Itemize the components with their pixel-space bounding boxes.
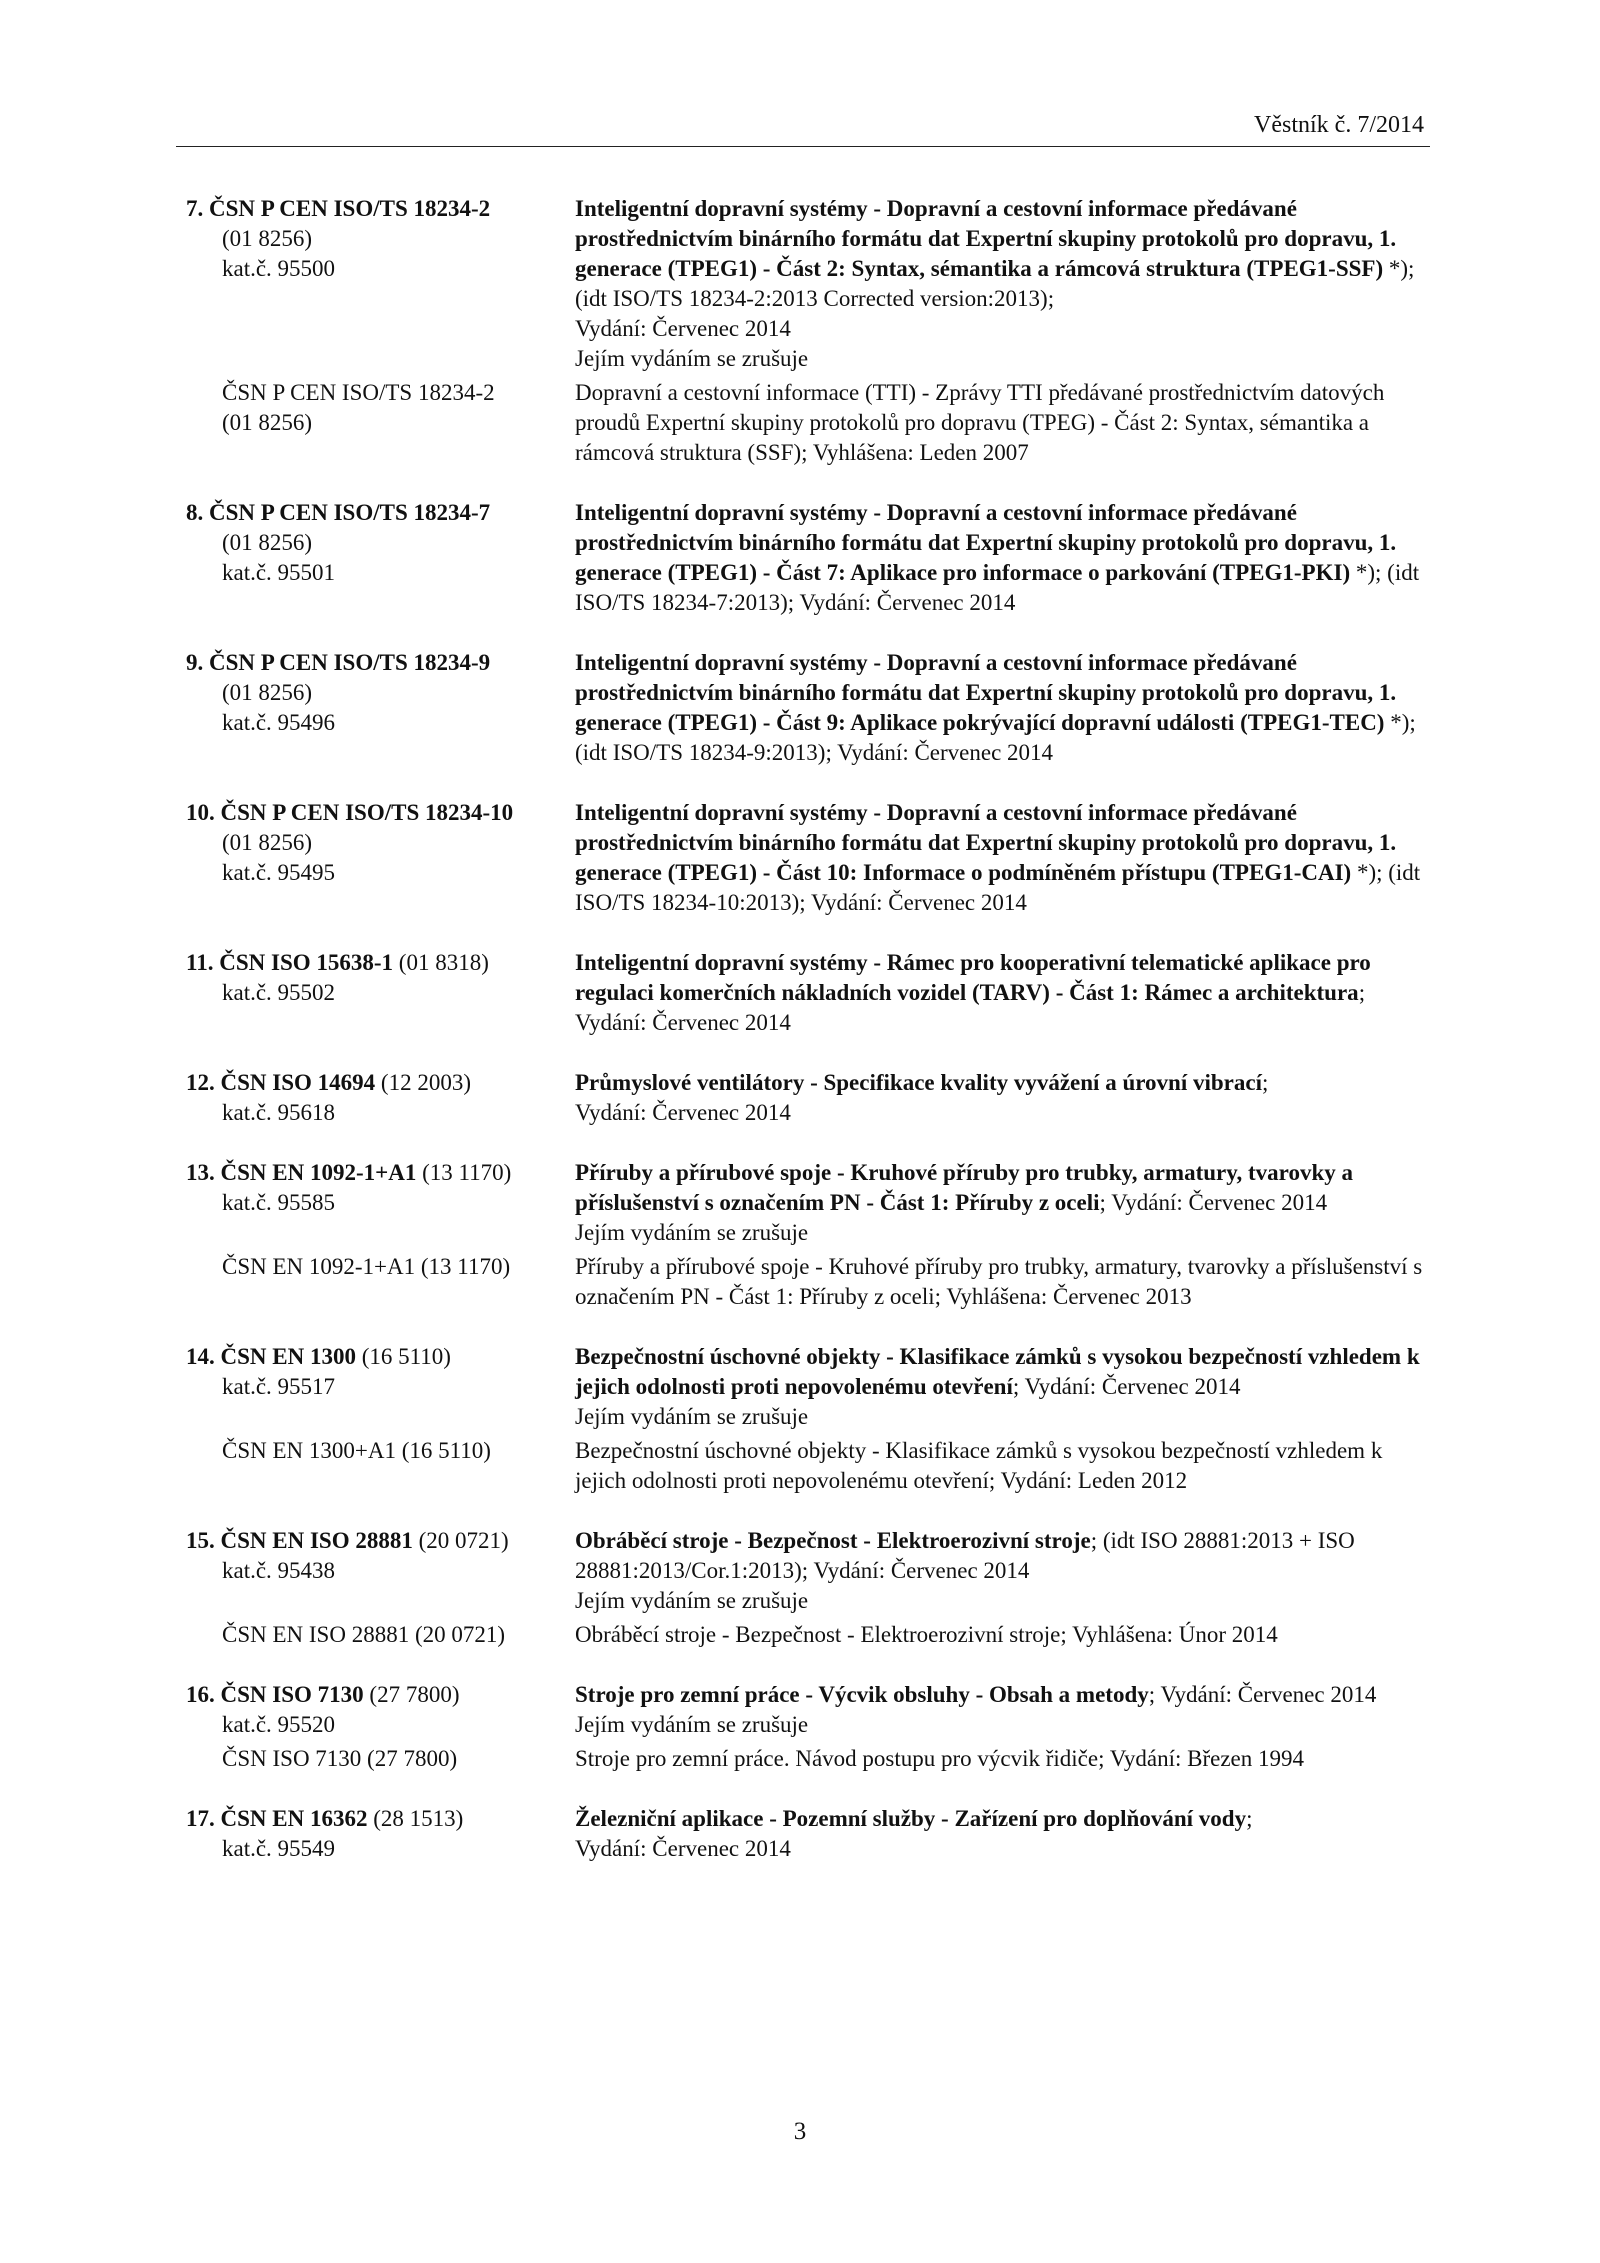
entry-number: 11. bbox=[186, 950, 214, 975]
standard-entry bbox=[0, 498, 1600, 618]
title-text bbox=[575, 648, 1432, 768]
entry-title bbox=[575, 1804, 1432, 1864]
replaced-code: ČSN ISO 7130 (27 7800) bbox=[222, 1746, 458, 1771]
standard-code: ČSN ISO 7130 bbox=[220, 1682, 364, 1707]
issue-date: Vydání: Červenec 2014 bbox=[575, 316, 791, 341]
entry-title bbox=[575, 498, 1432, 618]
designation-bold bbox=[186, 1160, 416, 1185]
designation-bold bbox=[186, 1070, 375, 1095]
title-bold: Železniční aplikace - Pozemní služby - Zařízení pro doplňování vody bbox=[575, 1806, 1247, 1831]
title-bold: Inteligentní dopravní systémy - Dopravní a cestovní informace předávané prostřednictvím binárního formátu dat Expertní skupiny protokolů pro dopravu, 1. generace (TPEG1) - Část 2: Syntax, sémantika a rámcová struktura (TPEG1-SSF) bbox=[575, 196, 1397, 281]
entry-main-row bbox=[0, 1804, 1600, 1864]
replaces-note: Jejím vydáním se zrušuje bbox=[575, 346, 809, 371]
standard-code: ČSN P CEN ISO/TS 18234-10 bbox=[220, 800, 514, 825]
title-rest: ; bbox=[1261, 1070, 1269, 1095]
designation-bold bbox=[186, 950, 393, 975]
title-bold: Příruby a přírubové spoje - Kruhové příruby pro trubky, armatury, tvarovky a příslušenství s označením PN - Část 1: Příruby z oceli bbox=[575, 1160, 1353, 1215]
title-bold: Průmyslové ventilátory - Specifikace kvality vyvážení a úrovní vibrací bbox=[575, 1070, 1262, 1095]
entry-title bbox=[575, 1158, 1432, 1248]
designation-line bbox=[186, 1526, 575, 1556]
entry-designation bbox=[186, 1680, 575, 1740]
title-text bbox=[575, 1342, 1432, 1402]
designation-bold bbox=[186, 1344, 356, 1369]
replaced-designation bbox=[186, 1744, 575, 1774]
replaces-note: Jejím vydáním se zrušuje bbox=[575, 1588, 809, 1613]
entry-main-row bbox=[0, 194, 1600, 374]
replaced-standard-row bbox=[0, 378, 1600, 468]
entry-title bbox=[575, 194, 1432, 374]
catalog-number: kat.č. 95495 bbox=[222, 860, 336, 885]
catalog-number: kat.č. 95618 bbox=[222, 1100, 336, 1125]
title-text bbox=[575, 194, 1432, 314]
entry-designation bbox=[186, 1526, 575, 1616]
replaced-title: Dopravní a cestovní informace (TTI) - Zprávy TTI předávané prostřednictvím datových proudů Expertní skupiny protokolů pro dopravu (TPEG) - Část 2: Syntax, sémantika a rámcová struktura (SSF); Vyhlášena: Leden 2007 bbox=[575, 380, 1385, 465]
issue-date: Vydání: Červenec 2014 bbox=[575, 1100, 791, 1125]
standard-code: ČSN EN 1092-1+A1 bbox=[220, 1160, 417, 1185]
catalog-number: kat.č. 95520 bbox=[222, 1712, 336, 1737]
replaced-designation bbox=[186, 1252, 575, 1312]
entries-list bbox=[0, 194, 1600, 1894]
designation-bold bbox=[186, 800, 513, 825]
standard-entry bbox=[0, 1158, 1600, 1312]
entry-title bbox=[575, 798, 1432, 918]
class-number: (16 5110) bbox=[355, 1344, 451, 1369]
title-rest: ; Vydání: Červenec 2014 bbox=[1012, 1374, 1241, 1399]
replaced-title: Příruby a přírubové spoje - Kruhové příruby pro trubky, armatury, tvarovky a příslušenství s označením PN - Část 1: Příruby z oceli; Vyhlášena: Červenec 2013 bbox=[575, 1254, 1423, 1309]
entry-main-row bbox=[0, 948, 1600, 1038]
standard-code: ČSN EN ISO 28881 bbox=[220, 1528, 413, 1553]
standard-code: ČSN P CEN ISO/TS 18234-9 bbox=[209, 650, 491, 675]
designation-bold bbox=[186, 650, 490, 675]
entry-number: 15. bbox=[186, 1528, 215, 1553]
class-number: (28 1513) bbox=[367, 1806, 464, 1831]
designation-line bbox=[186, 798, 575, 828]
page-header bbox=[176, 112, 1430, 147]
entry-main-row bbox=[0, 498, 1600, 618]
title-rest: *); (idt ISO/TS 18234-10:2013); Vydání: Červenec 2014 bbox=[575, 860, 1421, 915]
standard-entry bbox=[0, 194, 1600, 468]
designation-line bbox=[186, 498, 575, 528]
standard-entry bbox=[0, 1526, 1600, 1650]
replaced-title: Bezpečnostní úschovné objekty - Klasifikace zámků s vysokou bezpečností vzhledem k jejich odolnosti proti nepovolenému otevření; Vydání: Leden 2012 bbox=[575, 1438, 1383, 1493]
class-number: (27 7800) bbox=[363, 1682, 460, 1707]
catalog-number: kat.č. 95549 bbox=[222, 1836, 336, 1861]
standard-code: ČSN EN 1300 bbox=[220, 1344, 356, 1369]
designation-line bbox=[186, 648, 575, 678]
designation-line bbox=[186, 1342, 575, 1372]
replaces-note: Jejím vydáním se zrušuje bbox=[575, 1712, 809, 1737]
standard-code: ČSN EN 16362 bbox=[220, 1806, 368, 1831]
entry-designation bbox=[186, 194, 575, 374]
designation-bold bbox=[186, 1682, 364, 1707]
designation-line bbox=[186, 1068, 575, 1098]
replaced-designation bbox=[186, 1620, 575, 1650]
title-text bbox=[575, 1068, 1432, 1098]
catalog-number: kat.č. 95500 bbox=[222, 256, 336, 281]
replaces-note: Jejím vydáním se zrušuje bbox=[575, 1220, 809, 1245]
entry-title bbox=[575, 948, 1432, 1038]
entry-designation bbox=[186, 648, 575, 768]
replaced-code: ČSN EN 1092-1+A1 (13 1170) bbox=[222, 1254, 511, 1279]
entry-main-row bbox=[0, 1342, 1600, 1432]
standard-entry bbox=[0, 1342, 1600, 1496]
class-number-line: (01 8256) bbox=[222, 530, 313, 555]
title-bold: Inteligentní dopravní systémy - Rámec pro kooperativní telematické aplikace pro regulaci komerčních nákladních vozidel (TARV) - Část 1: Rámec a architektura bbox=[575, 950, 1371, 1005]
title-text bbox=[575, 798, 1432, 918]
issue-date: Vydání: Červenec 2014 bbox=[575, 1836, 791, 1861]
title-text bbox=[575, 948, 1432, 1038]
designation-bold bbox=[186, 1806, 367, 1831]
catalog-number: kat.č. 95496 bbox=[222, 710, 336, 735]
replaced-code: ČSN P CEN ISO/TS 18234-2 bbox=[222, 380, 495, 405]
designation-line bbox=[186, 948, 575, 978]
entry-number: 10. bbox=[186, 800, 215, 825]
replaces-note: Jejím vydáním se zrušuje bbox=[575, 1404, 809, 1429]
entry-title bbox=[575, 648, 1432, 768]
catalog-number: kat.č. 95502 bbox=[222, 980, 336, 1005]
entry-number: 12. bbox=[186, 1070, 215, 1095]
entry-main-row bbox=[0, 1068, 1600, 1128]
replaced-standard-row bbox=[0, 1620, 1600, 1650]
entry-designation bbox=[186, 948, 575, 1038]
entry-designation bbox=[186, 1068, 575, 1128]
standard-entry bbox=[0, 1680, 1600, 1774]
title-bold: Inteligentní dopravní systémy - Dopravní a cestovní informace předávané prostřednictvím binárního formátu dat Expertní skupiny protokolů pro dopravu, 1. generace (TPEG1) - Část 9: Aplikace pokrývající dopravní události (TPEG1-TEC) bbox=[575, 650, 1397, 735]
replaced-standard-row bbox=[0, 1744, 1600, 1774]
designation-bold bbox=[186, 196, 490, 221]
standard-entry bbox=[0, 1804, 1600, 1864]
entry-number: 14. bbox=[186, 1344, 215, 1369]
entry-number: 13. bbox=[186, 1160, 215, 1185]
entry-number: 8. bbox=[186, 500, 204, 525]
title-rest: ; (idt ISO 28881:2013 + ISO 28881:2013/Cor.1:2013); Vydání: Červenec 2014 bbox=[575, 1528, 1355, 1583]
class-number: (12 2003) bbox=[375, 1070, 471, 1095]
class-number-line: (01 8256) bbox=[222, 226, 313, 251]
standard-entry bbox=[0, 648, 1600, 768]
title-bold: Inteligentní dopravní systémy - Dopravní a cestovní informace předávané prostřednictvím binárního formátu dat Expertní skupiny protokolů pro dopravu, 1. generace (TPEG1) - Část 7: Aplikace pro informace o parkování (TPEG1-PKI) bbox=[575, 500, 1397, 585]
class-number: (20 0721) bbox=[412, 1528, 509, 1553]
replaced-designation bbox=[186, 1436, 575, 1496]
designation-line bbox=[186, 1158, 575, 1188]
replaced-standard-row bbox=[0, 1252, 1600, 1312]
catalog-number: kat.č. 95501 bbox=[222, 560, 336, 585]
designation-line bbox=[186, 1680, 575, 1710]
designation-line bbox=[186, 194, 575, 224]
standard-entry bbox=[0, 948, 1600, 1038]
entry-main-row bbox=[0, 1526, 1600, 1616]
entry-number: 7. bbox=[186, 196, 204, 221]
replaced-class: (01 8256) bbox=[222, 410, 313, 435]
bulletin-title: Věstník č. 7/2014 bbox=[1254, 112, 1424, 138]
title-text bbox=[575, 498, 1432, 618]
entry-main-row bbox=[0, 648, 1600, 768]
title-rest: ; bbox=[1246, 1806, 1253, 1831]
title-bold: Inteligentní dopravní systémy - Dopravní a cestovní informace předávané prostřednictvím binárního formátu dat Expertní skupiny protokolů pro dopravu, 1. generace (TPEG1) - Část 10: Informace o podmíněném přístupu (TPEG1-CAI) bbox=[575, 800, 1397, 885]
entry-title bbox=[575, 1680, 1432, 1740]
entry-designation bbox=[186, 1804, 575, 1864]
title-rest: ; Vydání: Červenec 2014 bbox=[575, 980, 1366, 1035]
entry-number: 9. bbox=[186, 650, 204, 675]
title-bold: Stroje pro zemní práce - Výcvik obsluhy - Obsah a metody bbox=[575, 1682, 1149, 1707]
entry-number: 16. bbox=[186, 1682, 215, 1707]
catalog-number: kat.č. 95517 bbox=[222, 1374, 336, 1399]
title-rest: ; Vydání: Červenec 2014 bbox=[1099, 1190, 1328, 1215]
entry-main-row bbox=[0, 1680, 1600, 1740]
title-rest: *); (idt ISO/TS 18234-9:2013); Vydání: Červenec 2014 bbox=[575, 710, 1416, 765]
replaced-title: Obráběcí stroje - Bezpečnost - Elektroerozivní stroje; Vyhlášena: Únor 2014 bbox=[575, 1622, 1278, 1647]
standard-entry bbox=[0, 1068, 1600, 1128]
title-bold: Bezpečnostní úschovné objekty - Klasifikace zámků s vysokou bezpečností vzhledem k jejich odolnosti proti nepovolenému otevření bbox=[575, 1344, 1420, 1399]
title-text bbox=[575, 1526, 1432, 1586]
entry-title bbox=[575, 1342, 1432, 1432]
entry-designation bbox=[186, 1342, 575, 1432]
standard-code: ČSN P CEN ISO/TS 18234-2 bbox=[209, 196, 491, 221]
standard-code: ČSN ISO 14694 bbox=[220, 1070, 376, 1095]
catalog-number: kat.č. 95438 bbox=[222, 1558, 336, 1583]
replaced-designation bbox=[186, 378, 575, 468]
page-number: 3 bbox=[793, 2118, 807, 2145]
replaced-code: ČSN EN 1300+A1 (16 5110) bbox=[222, 1438, 491, 1463]
designation-bold bbox=[186, 500, 490, 525]
title-bold: Obráběcí stroje - Bezpečnost - Elektroerozivní stroje bbox=[575, 1528, 1091, 1553]
title-text bbox=[575, 1158, 1432, 1218]
standard-code: ČSN P CEN ISO/TS 18234-7 bbox=[209, 500, 491, 525]
standard-entry bbox=[0, 798, 1600, 918]
replaced-standard-row bbox=[0, 1436, 1600, 1496]
catalog-number: kat.č. 95585 bbox=[222, 1190, 336, 1215]
class-number-line: (01 8256) bbox=[222, 680, 313, 705]
entry-title bbox=[575, 1526, 1432, 1616]
class-number: (13 1170) bbox=[416, 1160, 512, 1185]
title-rest: *); (idt ISO/TS 18234-2:2013 Corrected version:2013); bbox=[575, 256, 1415, 311]
entry-title bbox=[575, 1068, 1432, 1128]
title-text bbox=[575, 1680, 1432, 1710]
entry-number: 17. bbox=[186, 1806, 215, 1831]
title-rest: ; Vydání: Červenec 2014 bbox=[1148, 1682, 1377, 1707]
replaced-title: Stroje pro zemní práce. Návod postupu pro výcvik řidiče; Vydání: Březen 1994 bbox=[575, 1746, 1305, 1771]
class-number: (01 8318) bbox=[393, 950, 489, 975]
entry-designation bbox=[186, 1158, 575, 1248]
entry-designation bbox=[186, 498, 575, 618]
entry-designation bbox=[186, 798, 575, 918]
title-rest: *); (idt ISO/TS 18234-7:2013); Vydání: Červenec 2014 bbox=[575, 560, 1420, 615]
title-text bbox=[575, 1804, 1432, 1834]
designation-line bbox=[186, 1804, 575, 1834]
designation-bold bbox=[186, 1528, 413, 1553]
entry-main-row bbox=[0, 1158, 1600, 1248]
class-number-line: (01 8256) bbox=[222, 830, 313, 855]
replaced-code: ČSN EN ISO 28881 (20 0721) bbox=[222, 1622, 506, 1647]
standard-code: ČSN ISO 15638-1 bbox=[219, 950, 394, 975]
entry-main-row bbox=[0, 798, 1600, 918]
